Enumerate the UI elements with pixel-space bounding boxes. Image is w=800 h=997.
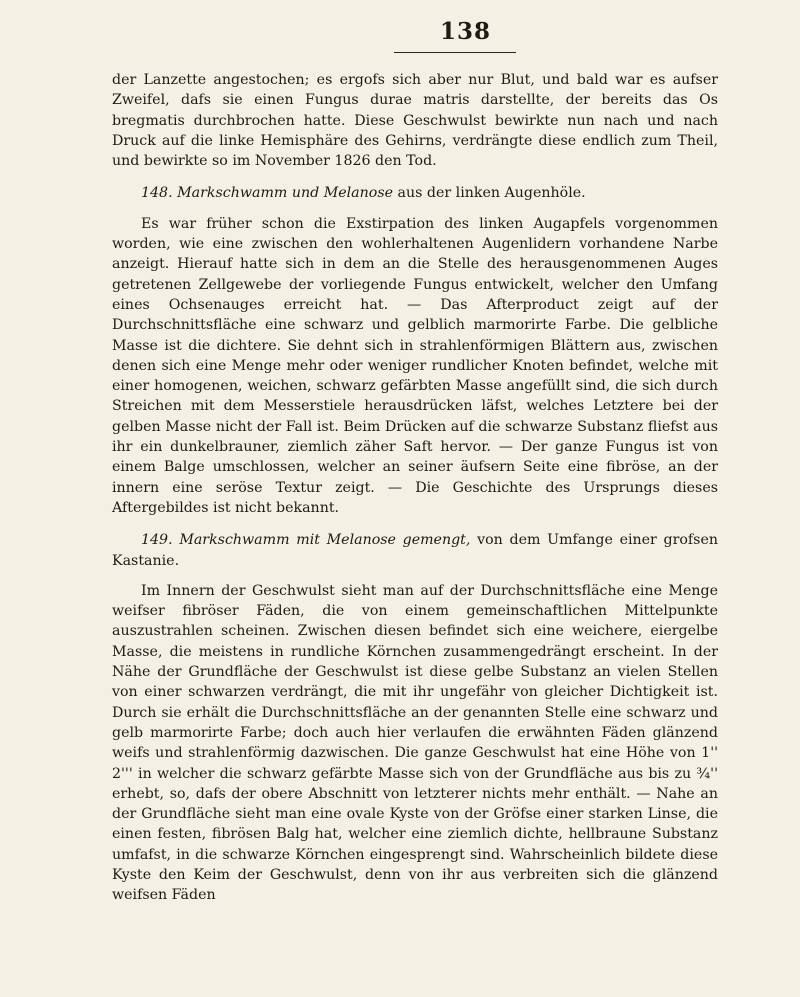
page-body <box>112 70 718 906</box>
section-heading-149 <box>112 530 718 571</box>
page-number: 138 <box>440 18 492 45</box>
section-title-rest: aus der linken Augenhöle. <box>393 185 586 202</box>
paragraph-149: Im Innern der Geschwulst sieht man auf der Durchschnittsfläche eine Menge weifser fibröser Fäden, die von einem gemeinschaftlichen Mittelpunkte auszustrahlen scheinen. Zwischen diesen befindet sich eine weichere, eiergelbe Masse, die meistens in rundliche Körnchen zusammengedrängt erscheint. In der Nähe der Grundfläche der Geschwulst ist diese gelbe Substanz an vielen Stellen von einer schwarzen verdrängt, die mit ihr ungefähr von gleicher Dichtigkeit ist. Durch sie erhält die Durchschnittsfläche an der genannten Stelle eine schwarz und gelb marmorirte Farbe; doch auch hier verlaufen die erwähnten Fäden glänzend weifs und strahlenförmig dazwischen. Die ganze Geschwulst hat eine Höhe von 1'' 2''' in welcher die schwarz gefärbte Masse sich von der Grundfläche aus bis zu ¾'' erhebt, so, dafs der obere Abschnitt von letzterer nichts mehr enthält. — Nahe an der Grundfläche sieht man eine ovale Kyste von der Gröfse einer starken Linse, die einen festen, fibrösen Balg hat, welcher eine ziemlich dichte, hellbraune Substanz umfafst, in die schwarze Körnchen eingesprengt sind. Wahrscheinlich bildete diese Kyste den Keim der Geschwulst, denn von ihr aus verbreiten sich die glänzend weifsen Fäden <box>112 582 718 904</box>
paragraph-148: Es war früher schon die Exstirpation des linken Augapfels vorgenommen worden, wie eine zwischen den wohlerhaltenen Augenlidern vorhandene Narbe anzeigt. Hierauf hatte sich in dem an die Stelle des herausgenommenen Auges getretenen Zellgewebe der vorliegende Fungus entwickelt, welcher den Umfang eines Ochsenauges erreicht hat. — Das Afterproduct zeigt auf der Durchschnittsfläche eine schwarz und gelblich marmorirte Farbe. Die gelbliche Masse ist die dichtere. Sie dehnt sich in strahlenförmigen Blättern aus, zwischen denen sich eine Menge mehr oder weniger rundlicher Knoten befindet, welche mit einer homogenen, weichen, schwarz gefärbten Masse angefüllt sind, die sich durch Streichen mit dem Messerstiele herausdrücken läfst, welches Letztere bei der gelben Masse nicht der Fall ist. Beim Drücken auf die schwarze Substanz fliefst aus ihr ein dunkelbrauner, ziemlich zäher Saft hervor. — Der ganze Fungus ist von einem Balge umschlossen, welcher an seiner äufsern Seite eine fibröse, an der innern eine seröse Textur zeigt. — Die Geschichte des Ursprungs dieses Aftergebildes ist nicht bekannt. <box>112 215 718 516</box>
section-number: 149. <box>141 532 173 549</box>
header-rule <box>394 52 516 53</box>
section-title-rest: von dem Umfange einer grofsen Kastanie. <box>112 532 718 569</box>
section-title: Markschwamm mit Melanose gemengt, <box>179 532 471 549</box>
section-title: Markschwamm und Melanose <box>177 185 393 202</box>
paragraph-continued: der Lanzette angestochen; es ergofs sich aber nur Blut, und bald war es aufser Zweifel, dafs sie einen Fungus durae matris darstellte, der bereits das Os bregmatis durchbrochen hatte. Diese Geschwulst bewirkte nun nach und nach Druck auf die linke Hemisphäre des Gehirns, verdrängte diese endlich zum Theil, und bewirkte so im November 1826 den Tod. <box>112 72 718 170</box>
page-header <box>112 18 718 70</box>
section-heading-148 <box>112 183 718 203</box>
section-number: 148. <box>141 185 173 202</box>
